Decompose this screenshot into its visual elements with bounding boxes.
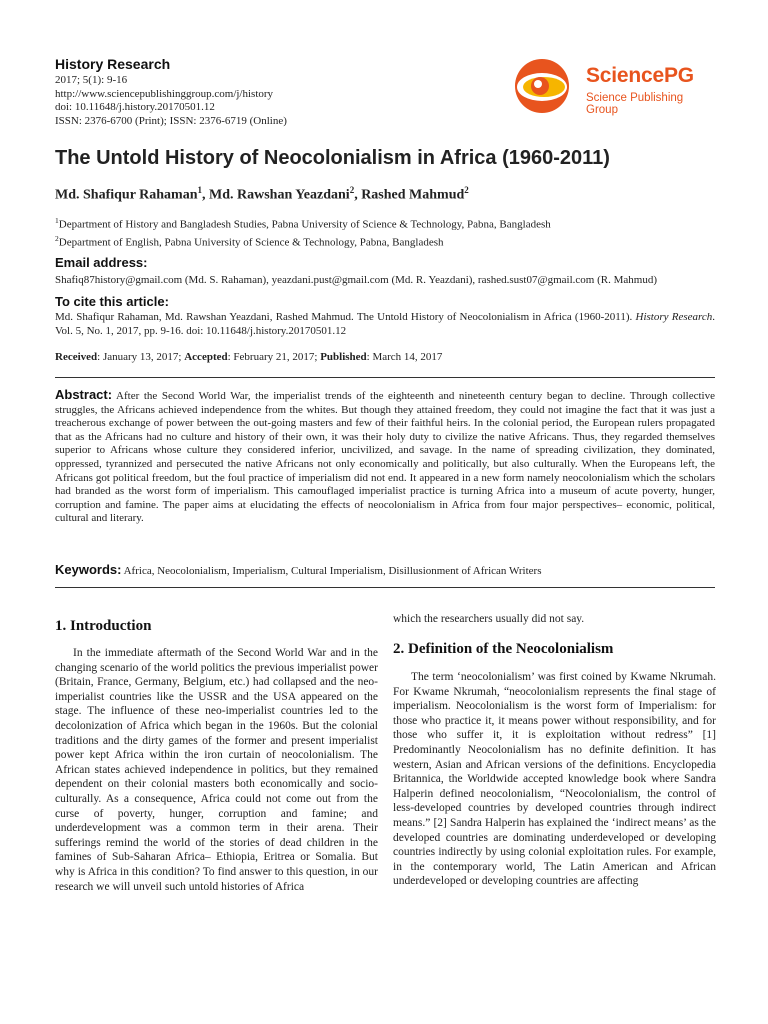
abstract	[55, 388, 715, 526]
keywords-label: Keywords:	[55, 562, 122, 577]
author-sup: 2	[349, 185, 355, 195]
email-addresses[interactable]: Shafiq87history@gmail.com (Md. S. Rahaman), yeazdani.pust@gmail.com (Md. R. Yeazdani), rashed.sust07@gmail.com (R. Mahmud)	[55, 274, 657, 286]
journal-volume: 2017; 5(1): 9-16	[55, 74, 128, 86]
journal-url[interactable]: http://www.sciencepublishinggroup.com/j/history	[55, 87, 274, 100]
section-heading-introduction: 1. Introduction	[55, 618, 152, 634]
definition-paragraph: The term ‘neocolonialism’ was first coined by Kwame Nkrumah. For Kwame Nkrumah, “neocolonialism represents the final stage of imperialism. Neocolonialism is the worst form of Imperialism: for those who practice it, it means power without responsibility, and for those who suffer it, it is exploitation without redress” [1] Predominantly Neocolonialism has no definite definition. It has western, Asian and African versions of the definitions. Encyclopedia Britannica, the Worldwide accepted knowledge book where Sandra Halperin defined neocolonialism, “Neocolonialism, the control of less-developed countries by developed countries through indirect means.” [2] Sandra Halperin has explained the ‘indirect means’ as the developed countries are dominating underdeveloped or developing countries indirectly by using colonial exploitation rules. For example, in the contemporary world, The Latin American and African underdeveloped or developing countries are affecting	[393, 671, 716, 888]
accepted-date: : February 21, 2017;	[227, 351, 321, 363]
received-date: : January 13, 2017;	[97, 351, 185, 363]
author-list	[55, 185, 469, 204]
affiliation-text: Department of English, Pabna University of Science & Technology, Pabna, Bangladesh	[58, 236, 444, 249]
publisher-logo	[512, 56, 712, 116]
affiliation-sup: 1	[55, 216, 59, 225]
email-heading: Email address:	[55, 255, 148, 270]
author-sup: 2	[464, 185, 469, 195]
citation-text	[55, 310, 715, 338]
abstract-text: After the Second World War, the imperialist trends of the eighteenth and nineteenth century began to decline. Through collective struggles, the Africans achieved independence from the whites. But though they attained freedom, they could not imagine the fact that it was just a treacherous exchange of power between the out-going masters and few of their faithful heirs. In the colonial period, the European rulers propagated that as the Africans had no culture and history of their own, it was their holy duty to civilize the native Africans. Thus, they regarded themselves superior to Africans whose culture they considered inferior, uncivilized, and savage. In the name of spreading civilization, they dominated, oppressed, tyrannized and persecuted the native Africans not only economically and politically, but also culturally. When the Europeans left, the Africans got political freedom, but the foul practice of imperialism did not end. It appeared in a new form namely neocolonialism which the scholars had branded as the worst form of imperialism. This camouflaged imperialist practice is turning Africa into a museum of acute poverty, hunger, corruption and famine. The paper aims at elucidating the effects of neocolonialism in Africa from four major perspectives– economic, political, cultural and literary.	[55, 390, 715, 525]
article-title: The Untold History of Neocolonialism in Africa (1960-2011)	[55, 147, 610, 169]
affiliation-2	[55, 234, 444, 249]
journal-doi: doi: 10.11648/j.history.20170501.12	[55, 101, 215, 113]
journal-issn: ISSN: 2376-6700 (Print); ISSN: 2376-6719 (Online)	[55, 114, 287, 127]
sciencepg-logo-icon	[512, 56, 582, 116]
publication-dates	[55, 350, 715, 364]
author-separator: ,	[202, 187, 210, 203]
column-continuation-text: which the researchers usually did not say.	[393, 613, 585, 625]
divider-top	[55, 377, 715, 378]
author-name: Md. Rawshan Yeazdani	[209, 187, 350, 203]
author-name: Rashed Mahmud	[361, 187, 465, 203]
author-sup: 1	[197, 185, 203, 195]
published-date: : March 14, 2017	[366, 351, 443, 363]
introduction-paragraph: In the immediate aftermath of the Second World War and in the changing scenario of the world politics the previous imperialist power (Britain, France, Germany, Belgium, etc.) had collapsed and the neo-imperialist countries like the USSR and the USA appeared on the stage. The influence of these neo-imperialist countries led to the decolonization of Africa which began in the 1960s. But the colonial traditions and the dirty games of the former and present imperialist power kept Africa within the iron curtain of neocolonialism. The African states achieved independence in politics, but they remained dependent on their colonial masters both economically and socio-culturally. As a consequence, Africa could not come out from the curse of poverty, hunger, corruption and famine; and underdevelopment was a common term in their arena. Their sufferings remind the world of the stories of dead children in the famines of Sub-Saharan Africa– Ethiopia, Eritrea or Somalia. But why is Africa in this condition? To find answer to this question, in our research we will unveil such untold histories of Africa	[55, 647, 378, 893]
divider-bottom	[55, 587, 715, 588]
abstract-label: Abstract:	[55, 387, 113, 402]
publisher-name: SciencePG	[586, 64, 694, 87]
keywords	[55, 562, 715, 577]
citation-authors-title: Md. Shafiqur Rahaman, Md. Rawshan Yeazdani, Rashed Mahmud. The Untold History of Neocolonialism in Africa (1960-2011).	[55, 311, 636, 323]
received-label: Received	[55, 351, 98, 363]
affiliation-1	[55, 216, 551, 231]
author-name: Md. Shafiqur Rahaman	[55, 187, 198, 203]
publisher-subtitle: Science Publishing Group	[586, 92, 684, 116]
keywords-text: Africa, Neocolonialism, Imperialism, Cultural Imperialism, Disillusionment of African Writers	[121, 565, 542, 577]
citation-journal: History Research	[635, 311, 713, 323]
citation-details: . Vol. 5, No. 1, 2017, pp. 9-16. doi: 10.11648/j.history.20170501.12	[55, 311, 715, 337]
published-label: Published	[320, 351, 367, 363]
affiliation-text: Department of History and Bangladesh Studies, Pabna University of Science & Technology, Pabna, Bangladesh	[58, 218, 551, 231]
journal-name: History Research	[55, 56, 171, 72]
cite-heading: To cite this article:	[55, 294, 169, 309]
affiliation-sup: 2	[55, 234, 59, 243]
accepted-label: Accepted	[184, 351, 228, 363]
section-heading-definition: 2. Definition of the Neocolonialism	[393, 641, 614, 657]
journal-info	[55, 56, 287, 128]
author-separator: ,	[354, 187, 362, 203]
